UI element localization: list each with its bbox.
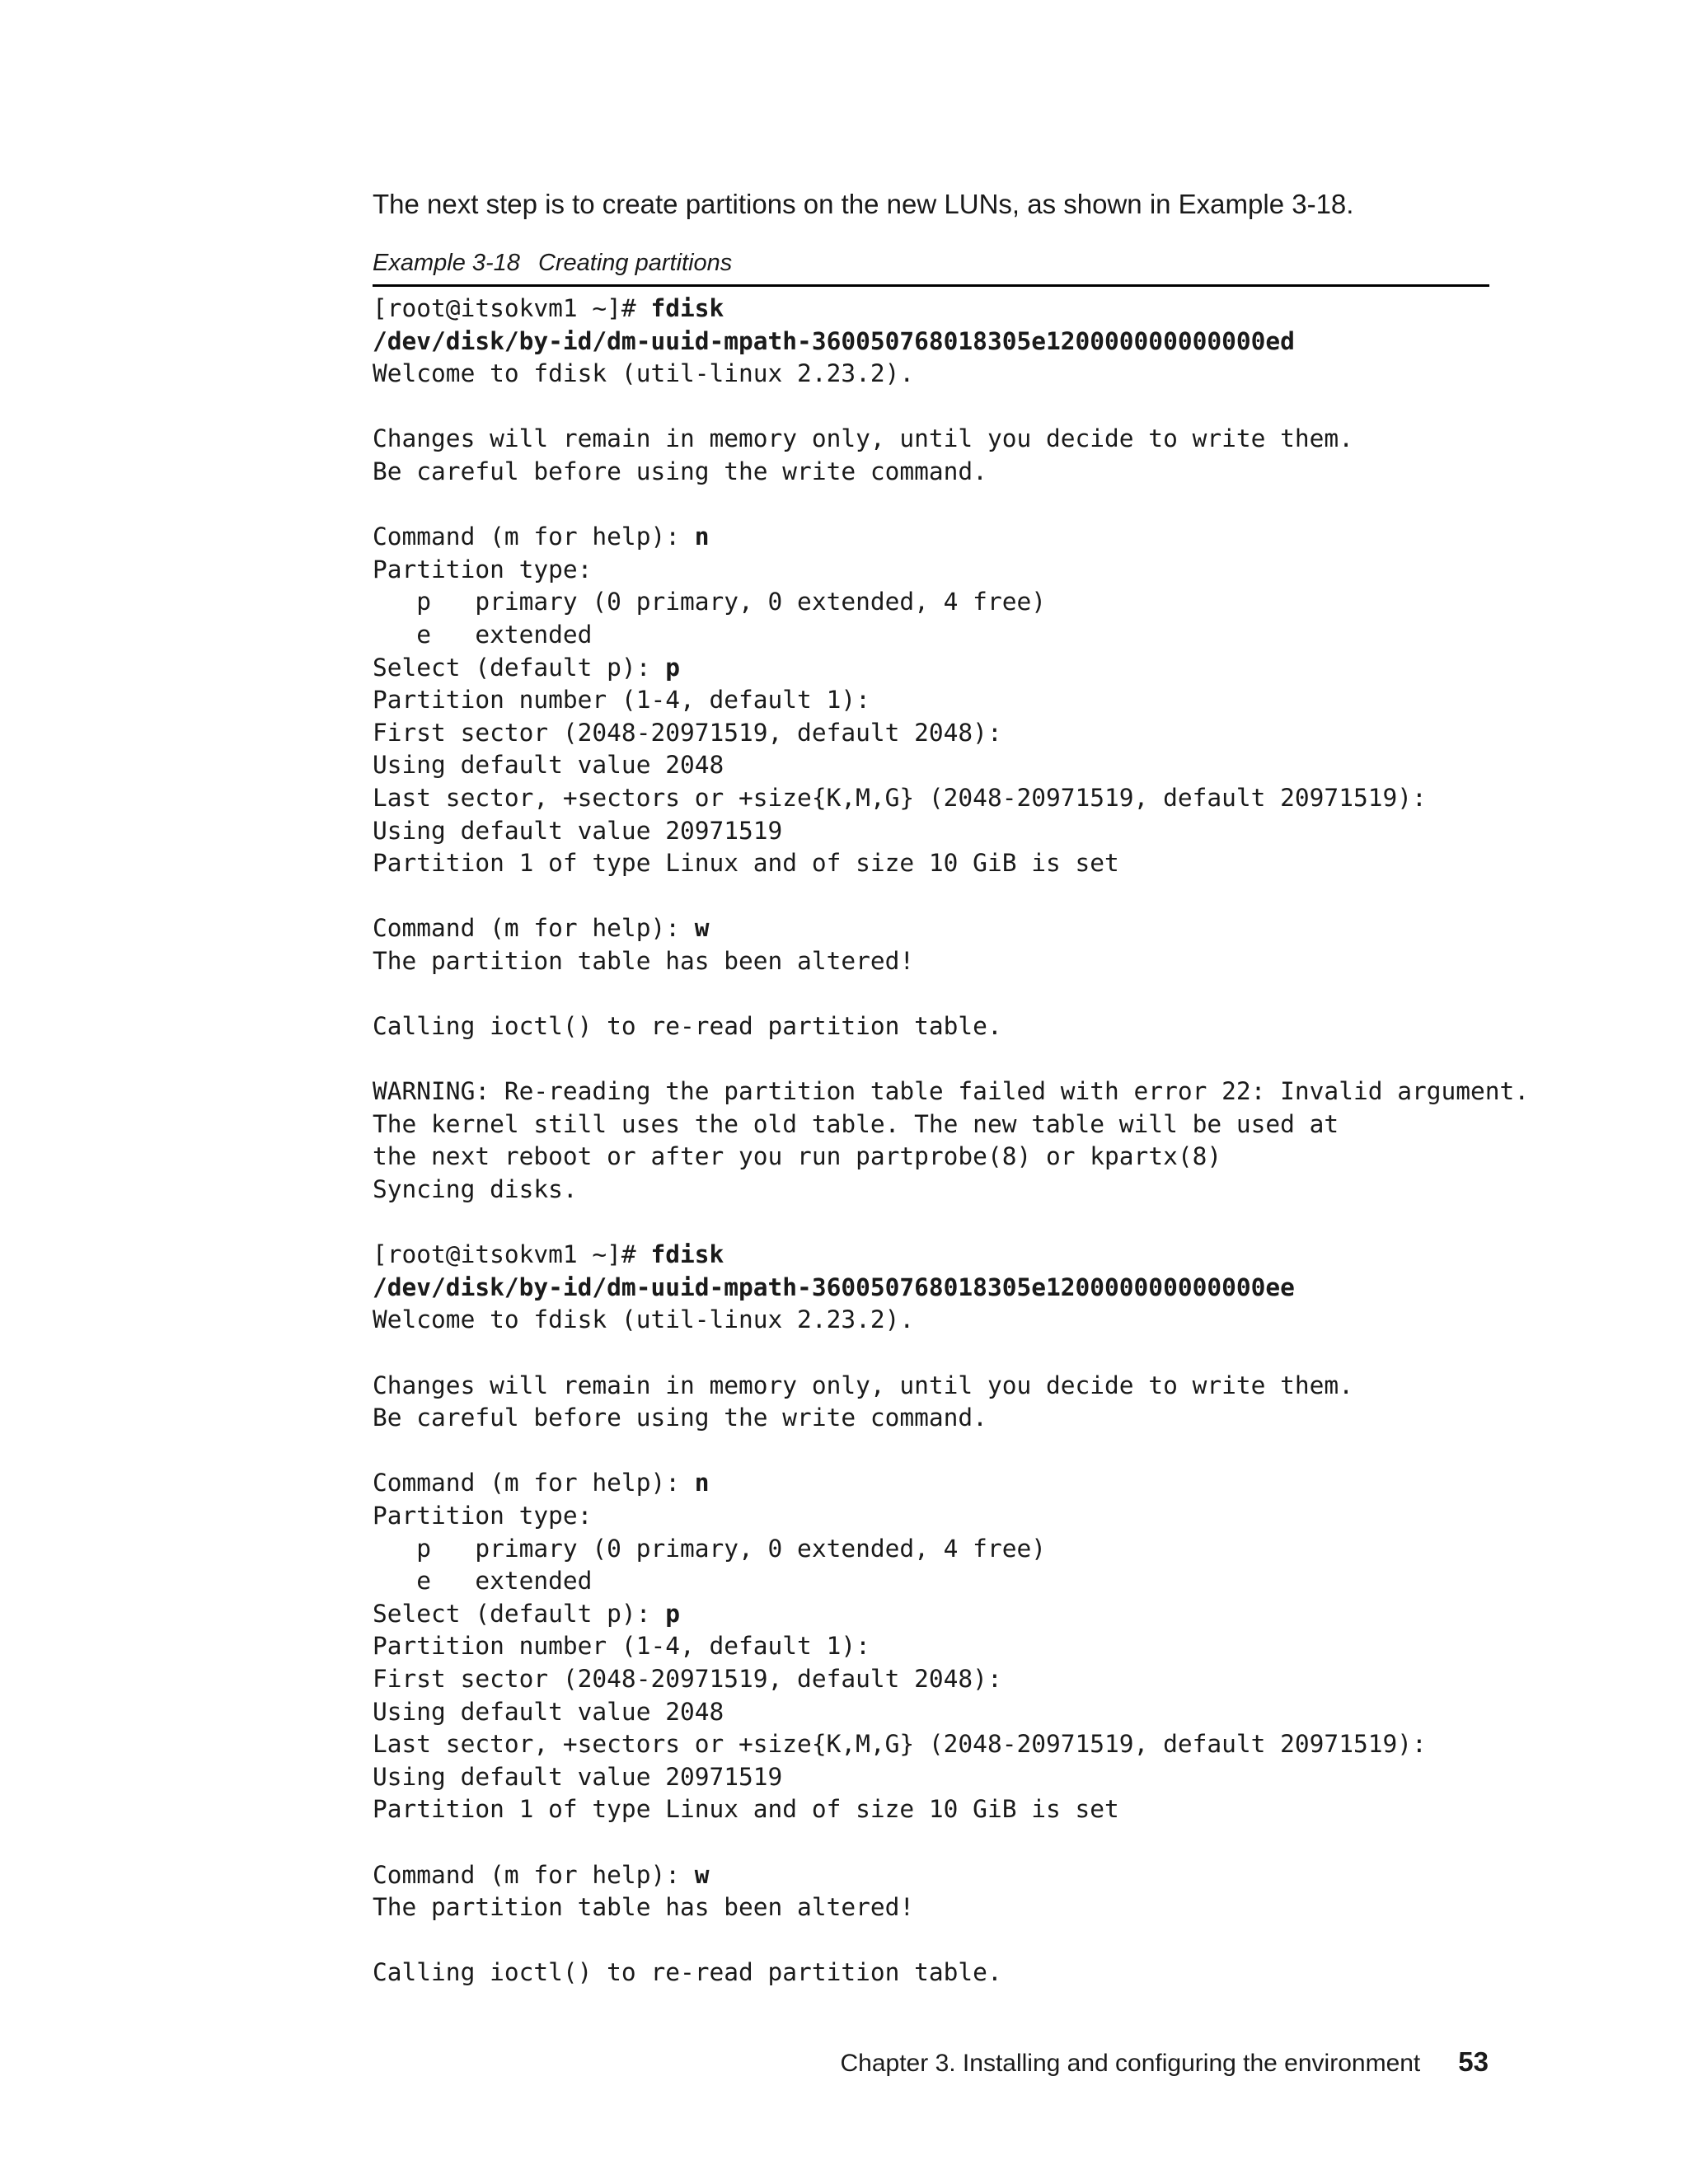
user-input-text: p [665,653,680,682]
code-line-text: Using default value 2048 [373,1697,724,1726]
code-line-text: Partition number (1-4, default 1): [373,686,870,715]
example-title: Creating partitions [537,250,733,276]
user-input-text: n [694,523,710,551]
code-line [373,1141,1529,1174]
code-line-text: Changes will remain in memory only, until you decide to write them. [373,424,1353,453]
code-line [373,1891,1529,1924]
example-top-rule [373,284,1489,287]
user-input-text: w [694,1860,710,1889]
code-line [373,782,1529,815]
code-line-text: Be careful before using the write command. [373,457,987,485]
code-line-text: Partition type: [373,1501,593,1530]
code-line [373,1924,1529,1957]
user-input-text: n [694,1469,710,1497]
code-line-text: p primary (0 primary, 0 extended, 4 free) [373,1534,1046,1563]
code-line [373,684,1529,717]
code-line-text: Select (default p): [373,653,666,682]
code-line-text: WARNING: Re-reading the partition table failed with error 22: Invalid argument. [373,1077,1530,1106]
user-input-text: fdisk [650,294,724,322]
user-input-text: w [694,914,710,943]
code-line-text: Last sector, +sectors or +size{K,M,G} (2048-20971519, default 20971519): [373,1730,1427,1759]
code-line-text: The partition table has been altered! [373,946,915,975]
page-number: 53 [1458,2046,1489,2077]
footer-chapter-title: Chapter 3. Installing and configuring the environment [840,2050,1421,2077]
code-line-text: First sector (2048-20971519, default 2048): [373,1664,1002,1693]
code-line [373,1793,1529,1826]
code-line [373,912,1529,945]
code-line [373,1533,1529,1566]
code-line [373,1207,1529,1240]
example-label: Example 3-18 [373,250,520,276]
code-line-text: Partition 1 of type Linux and of size 10 GiB is set [373,1795,1119,1824]
code-line-text: the next reboot or after you run partprobe(8) or kpartx(8) [373,1142,1222,1171]
code-line [373,749,1529,782]
code-line-text: Be careful before using the write command. [373,1404,987,1432]
code-line [373,1598,1529,1631]
code-line-text: The partition table has been altered! [373,1893,915,1922]
code-line-text: e extended [373,620,593,649]
code-line-text: First sector (2048-20971519, default 2048): [373,718,1002,747]
code-line [373,1565,1529,1598]
terminal-listing [373,293,1529,1990]
code-line [373,1010,1529,1043]
code-line [373,1728,1529,1761]
code-line [373,489,1529,522]
code-line [373,586,1529,619]
code-line-text: Syncing disks. [373,1175,578,1204]
code-line [373,1108,1529,1141]
code-line-text: Partition 1 of type Linux and of size 10 GiB is set [373,849,1119,878]
code-line-text: Welcome to fdisk (util-linux 2.23.2). [373,359,915,388]
code-line-text: [root@itsokvm1 ~]# [373,294,651,322]
code-line [373,1957,1529,1990]
code-line [373,1663,1529,1696]
code-line-text: Select (default p): [373,1599,666,1628]
code-line-text: Command (m for help): [373,1469,695,1497]
code-line [373,1435,1529,1468]
code-line [373,1076,1529,1108]
user-input-text: /dev/disk/by-id/dm-uuid-mpath-360050768018305e120000000000000ed [373,326,1295,355]
code-line-text: The kernel still uses the old table. The new table will be used at [373,1109,1339,1138]
code-line [373,391,1529,424]
code-line [373,1761,1529,1794]
code-line-text: [root@itsokvm1 ~]# [373,1240,651,1269]
code-line [373,521,1529,554]
code-line-text: Using default value 20971519 [373,816,783,845]
code-line [373,1239,1529,1272]
code-line [373,717,1529,750]
code-line [373,1826,1529,1859]
code-line-text: Last sector, +sectors or +size{K,M,G} (2048-20971519, default 20971519): [373,783,1427,812]
code-line-text: Command (m for help): [373,914,695,943]
code-line [373,1402,1529,1435]
code-line [373,1043,1529,1076]
code-line [373,1500,1529,1533]
code-line-text: Partition number (1-4, default 1): [373,1632,870,1661]
code-line [373,1370,1529,1403]
code-line [373,945,1529,978]
code-line-text: Using default value 2048 [373,751,724,780]
example-caption [373,248,732,278]
code-line [373,1304,1529,1337]
code-line [373,1630,1529,1663]
code-line [373,1337,1529,1370]
code-line [373,977,1529,1010]
code-line [373,326,1529,359]
code-line [373,293,1529,326]
code-line [373,815,1529,848]
user-input-text: p [665,1599,680,1628]
code-line [373,554,1529,587]
code-line-text: Calling ioctl() to re-read partition table. [373,1012,1002,1041]
code-line [373,358,1529,391]
page-footer [841,2046,1489,2080]
code-line-text: Changes will remain in memory only, until you decide to write them. [373,1371,1353,1399]
code-line [373,423,1529,456]
code-line [373,1272,1529,1305]
user-input-text: /dev/disk/by-id/dm-uuid-mpath-360050768018305e120000000000000ee [373,1272,1295,1301]
code-line-text: Using default value 20971519 [373,1762,783,1791]
code-line [373,619,1529,652]
code-line [373,847,1529,880]
code-line [373,880,1529,913]
code-line [373,1696,1529,1729]
code-line [373,1467,1529,1500]
intro-paragraph: The next step is to create partitions on the new LUNs, as shown in Example 3-18. [373,189,1354,219]
code-line [373,652,1529,685]
code-line [373,456,1529,489]
code-line-text: Partition type: [373,555,593,583]
code-line-text: Command (m for help): [373,1860,695,1889]
code-line [373,1859,1529,1892]
user-input-text: fdisk [650,1240,724,1269]
code-line-text: Command (m for help): [373,523,695,551]
code-line-text: p primary (0 primary, 0 extended, 4 free) [373,588,1046,616]
code-line-text: e extended [373,1567,593,1596]
code-line-text: Welcome to fdisk (util-linux 2.23.2). [373,1305,915,1334]
code-line-text: Calling ioctl() to re-read partition table. [373,1958,1002,1987]
code-line [373,1174,1529,1207]
